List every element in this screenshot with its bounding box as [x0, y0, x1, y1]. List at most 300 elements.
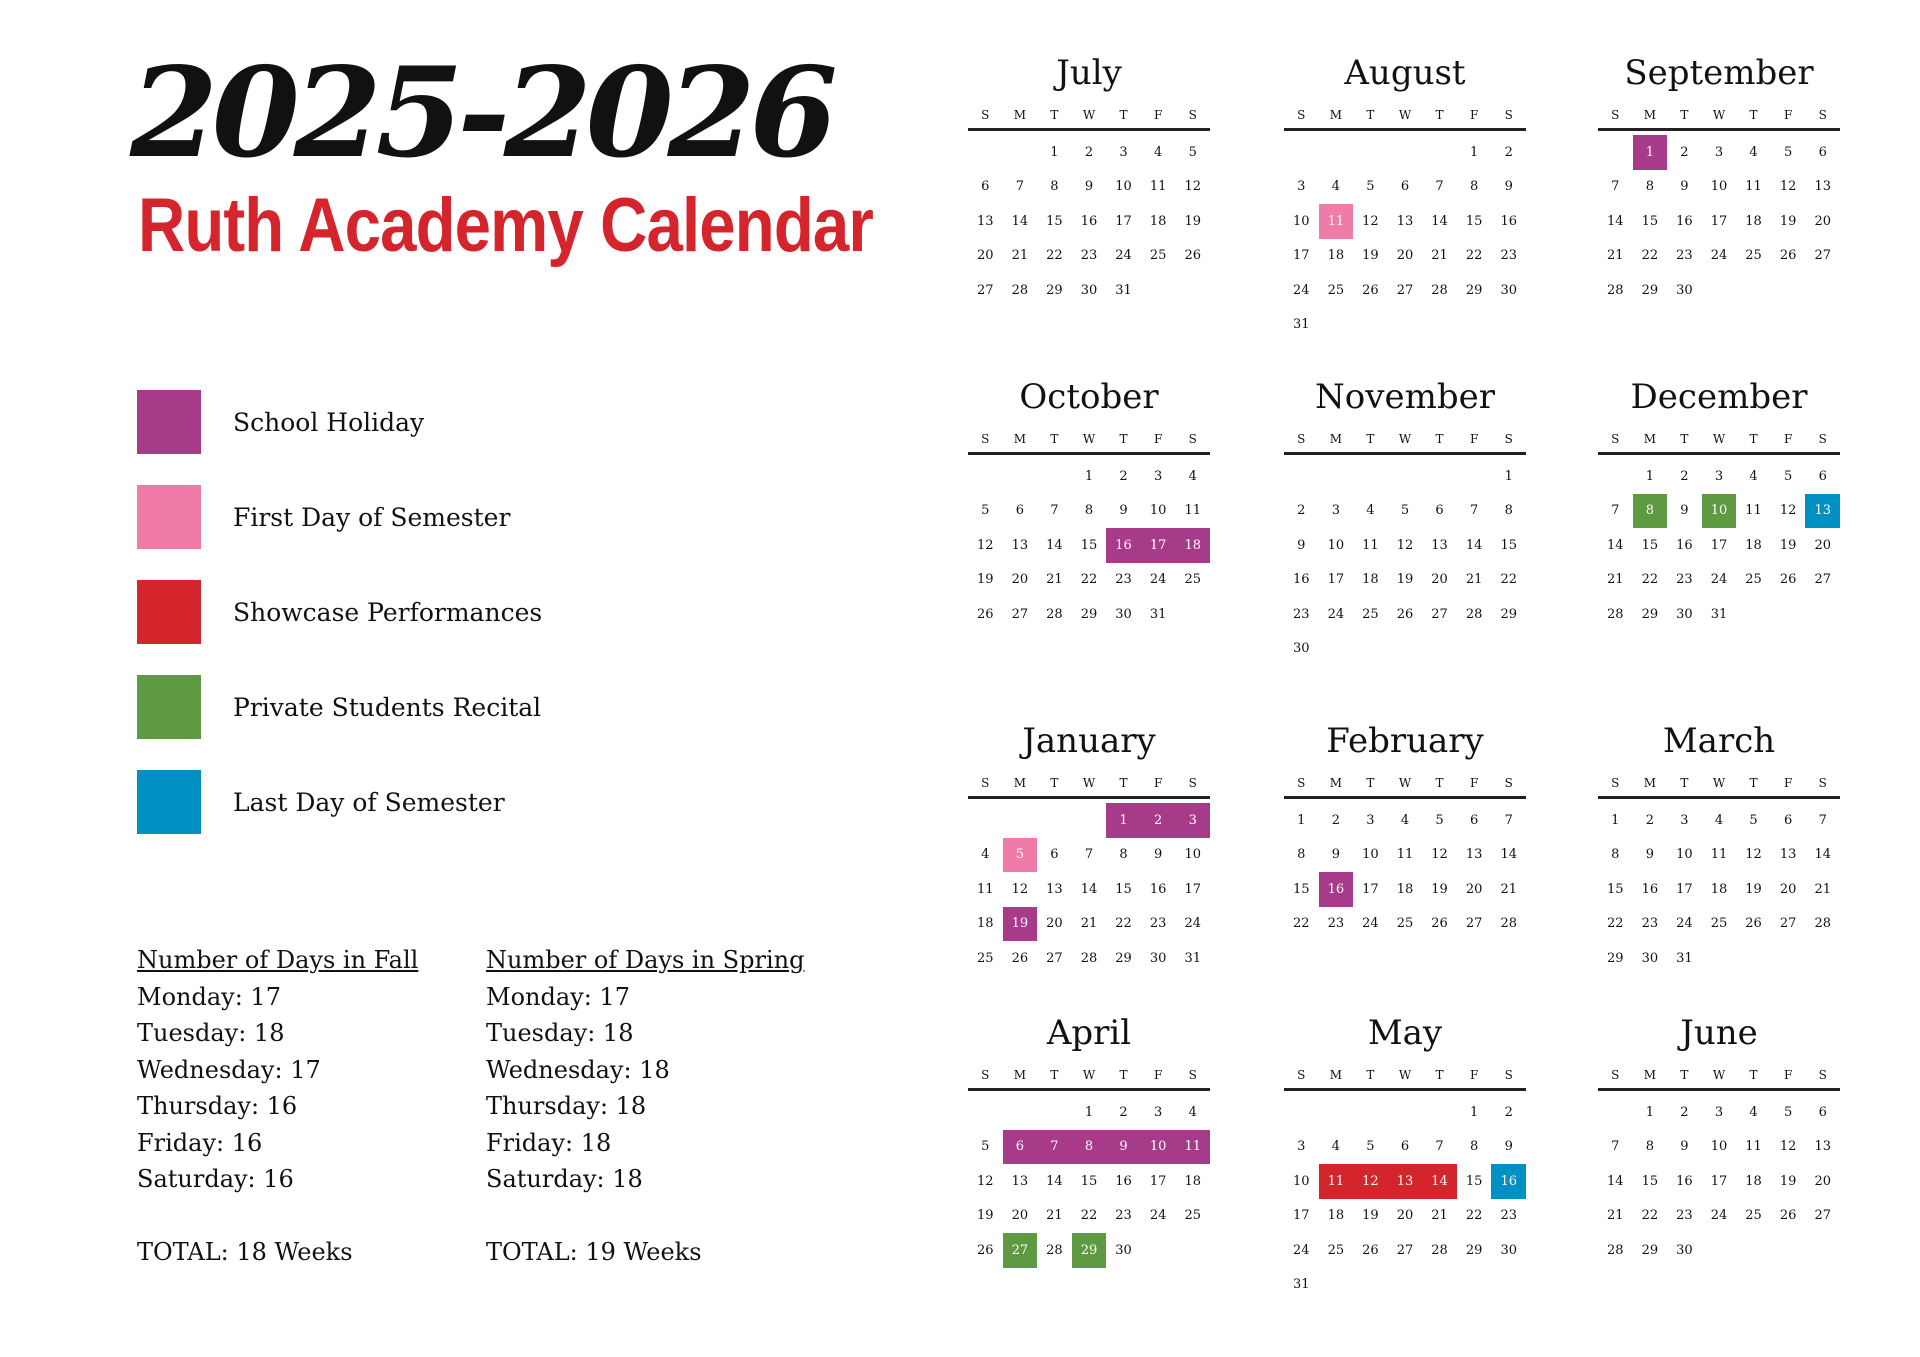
fall-line: Tuesday: 18: [137, 1019, 285, 1047]
day-cell: 29: [1465, 282, 1483, 298]
weekday-label: S: [1611, 776, 1620, 790]
day-cell: 5: [1783, 1104, 1793, 1120]
day-cell: 11: [1184, 503, 1201, 519]
day-cell: 12: [977, 1173, 994, 1189]
day-cell: 25: [1362, 606, 1379, 622]
day-cell: 9: [1680, 503, 1689, 519]
weekday-label: M: [1643, 776, 1656, 790]
day-cell: 7: [1435, 1139, 1444, 1155]
day-cell: 1: [1611, 812, 1620, 828]
day-cell: 5: [981, 1139, 990, 1155]
weekday-label: F: [1153, 432, 1163, 446]
empty-cell: [1422, 459, 1457, 494]
day-cell: 17: [1115, 213, 1132, 229]
weekday-label: S: [981, 432, 990, 446]
day-cell: 10: [1710, 179, 1728, 195]
day-cell: 21: [1814, 881, 1831, 897]
day-cell: 23: [1641, 916, 1659, 932]
day-cell: 27: [1779, 916, 1797, 932]
weekday-header: [1284, 108, 1526, 131]
weekday-label: S: [1188, 776, 1197, 790]
weekday-label: S: [1818, 1068, 1827, 1082]
day-cell: 7: [1611, 1139, 1620, 1155]
day-cell: 16: [1500, 213, 1517, 229]
empty-cell: [1598, 459, 1633, 494]
day-cell: 13: [1011, 1173, 1029, 1189]
weekday-label: S: [1611, 108, 1620, 122]
day-cell: 4: [981, 847, 990, 863]
empty-cell: [1422, 135, 1457, 170]
day-cell: 11: [1745, 1139, 1762, 1155]
day-cell: 2: [1645, 812, 1654, 828]
weekday-label: T: [1050, 1068, 1059, 1082]
weekday-label: W: [1082, 108, 1096, 122]
day-cell: 7: [1818, 812, 1827, 828]
day-cell: 31: [1710, 606, 1728, 622]
day-cell: 24: [1362, 916, 1379, 932]
day-cell: 9: [1504, 179, 1513, 195]
day-cell: 14: [1607, 1173, 1624, 1189]
day-cell: 19: [1779, 1173, 1797, 1189]
day-cell: 26: [1779, 1208, 1797, 1224]
day-cell: 24: [1710, 1208, 1728, 1224]
day-cell: 3: [1119, 144, 1128, 160]
day-cell: 17: [1362, 881, 1379, 897]
spring-line: Monday: 17: [486, 982, 630, 1011]
day-cell: 4: [1331, 1139, 1340, 1155]
day-cell-holiday: 9: [1106, 1130, 1141, 1165]
day-cell: 14: [1500, 847, 1517, 863]
day-grid: [1598, 459, 1840, 632]
day-cell: 2: [1504, 144, 1513, 160]
spring-line: Saturday: 18: [486, 1165, 643, 1193]
day-grid: [968, 803, 1210, 976]
weekday-label: F: [1783, 432, 1793, 446]
day-cell: 22: [1293, 916, 1310, 932]
day-cell: 24: [1710, 572, 1728, 588]
weekday-label: W: [1712, 776, 1726, 790]
day-cell: 28: [1046, 1242, 1063, 1258]
day-cell: 7: [1611, 503, 1620, 519]
legend-swatch: [137, 485, 201, 549]
day-cell: 20: [1011, 572, 1029, 588]
day-cell: 17: [1327, 572, 1345, 588]
day-cell: 7: [1084, 847, 1094, 863]
day-cell: 19: [1779, 213, 1797, 229]
weekday-label: W: [1398, 1068, 1412, 1082]
day-cell: 14: [1046, 1173, 1063, 1189]
weekday-label: S: [1504, 432, 1513, 446]
day-cell: 9: [1153, 847, 1163, 863]
weekday-label: S: [1297, 1068, 1306, 1082]
weekday-label: F: [1153, 108, 1163, 122]
day-cell: 27: [1465, 916, 1483, 932]
weekday-label: T: [1435, 1068, 1444, 1082]
day-cell: 26: [977, 1242, 994, 1258]
day-cell: 15: [1641, 213, 1659, 229]
day-cell: 8: [1469, 1139, 1479, 1155]
day-cell: 6: [1818, 144, 1827, 160]
day-cell: 18: [1327, 1208, 1345, 1224]
weekday-label: F: [1783, 776, 1793, 790]
day-cell: 28: [1814, 916, 1831, 932]
weekday-label: T: [1366, 108, 1375, 122]
day-cell: 6: [1435, 503, 1444, 519]
day-cell: 20: [1396, 248, 1414, 264]
day-cell: 18: [1327, 248, 1345, 264]
empty-cell: [1037, 1095, 1072, 1130]
weekday-label: W: [1712, 432, 1726, 446]
day-grid: [1284, 459, 1526, 666]
month-october: [968, 372, 1210, 632]
month-april: [968, 1008, 1210, 1268]
day-cell-holiday: 16: [1319, 872, 1354, 907]
weekday-label: M: [1013, 108, 1026, 122]
legend-swatch: [137, 580, 201, 644]
day-cell: 12: [1779, 1139, 1797, 1155]
day-cell: 3: [1297, 1139, 1306, 1155]
day-cell: 10: [1115, 179, 1132, 195]
day-cell: 27: [1814, 572, 1831, 588]
day-cell: 13: [1779, 847, 1797, 863]
weekday-label: S: [1504, 776, 1513, 790]
day-cell: 22: [1046, 248, 1063, 264]
day-cell: 5: [1749, 812, 1758, 828]
legend-swatch: [137, 770, 201, 834]
day-cell: 15: [1641, 537, 1659, 553]
weekday-label: S: [981, 776, 990, 790]
day-cell: 9: [1504, 1139, 1513, 1155]
day-cell: 24: [1149, 572, 1167, 588]
empty-cell: [1072, 803, 1107, 838]
day-cell: 18: [1745, 1173, 1762, 1189]
day-cell: 13: [1465, 847, 1483, 863]
weekday-label: F: [1469, 1068, 1479, 1082]
day-cell: 5: [1783, 468, 1793, 484]
weekday-label: W: [1398, 432, 1412, 446]
weekday-label: T: [1749, 432, 1758, 446]
day-cell: 4: [1749, 1104, 1758, 1120]
day-cell: 19: [1779, 537, 1797, 553]
empty-cell: [1319, 459, 1354, 494]
weekday-label: W: [1082, 1068, 1096, 1082]
fall-line: Wednesday: 17: [137, 1055, 321, 1084]
day-cell: 16: [1676, 1173, 1693, 1189]
day-cell: 3: [1366, 812, 1375, 828]
day-cell-last: 13: [1805, 494, 1840, 529]
weekday-label: F: [1153, 776, 1163, 790]
day-cell: 12: [977, 537, 994, 553]
day-cell: 16: [1080, 213, 1098, 229]
day-cell: 14: [1465, 537, 1483, 553]
day-cell: 14: [1046, 537, 1063, 553]
spring-stats: [486, 942, 804, 1270]
month-may: [1284, 1008, 1526, 1302]
spring-line: Wednesday: 18: [486, 1055, 670, 1084]
day-cell: 14: [1607, 537, 1624, 553]
weekday-label: F: [1469, 776, 1479, 790]
day-cell: 21: [1080, 916, 1098, 932]
weekday-header: [968, 1068, 1210, 1091]
empty-cell: [1598, 1095, 1633, 1130]
day-cell: 10: [1362, 847, 1379, 863]
day-cell: 31: [1676, 950, 1693, 966]
weekday-label: F: [1783, 1068, 1793, 1082]
weekday-label: T: [1435, 432, 1444, 446]
day-cell: 20: [1046, 916, 1063, 932]
day-cell: 30: [1500, 282, 1517, 298]
weekday-label: W: [1082, 432, 1096, 446]
legend: [137, 390, 542, 865]
weekday-label: T: [1680, 108, 1689, 122]
day-cell: 7: [1504, 812, 1513, 828]
day-cell: 16: [1293, 572, 1310, 588]
day-cell: 4: [1366, 503, 1375, 519]
month-february: [1284, 716, 1526, 941]
day-cell-recital: 8: [1633, 494, 1668, 529]
day-cell: 12: [1745, 847, 1762, 863]
day-cell: 11: [1149, 179, 1167, 195]
weekday-label: T: [1050, 776, 1059, 790]
empty-cell: [1422, 1095, 1457, 1130]
day-cell: 13: [1814, 1139, 1831, 1155]
month-september: [1598, 48, 1840, 308]
day-cell: 26: [1396, 606, 1414, 622]
day-cell: 3: [1153, 1104, 1163, 1120]
day-cell: 24: [1676, 916, 1693, 932]
day-cell: 17: [1293, 1208, 1310, 1224]
month-name: March: [1662, 721, 1776, 761]
day-cell: 21: [1607, 1208, 1624, 1224]
day-cell: 30: [1676, 606, 1693, 622]
calendar-years-title: 2025-2026: [130, 41, 832, 186]
day-cell: 23: [1327, 916, 1345, 932]
day-cell: 4: [1749, 144, 1758, 160]
weekday-header: [1284, 1068, 1526, 1091]
day-cell-holiday: 1: [1106, 803, 1141, 838]
empty-cell: [1388, 135, 1423, 170]
month-name: February: [1326, 721, 1484, 761]
day-cell: 29: [1046, 282, 1063, 298]
day-cell: 6: [981, 179, 990, 195]
day-cell: 14: [1011, 213, 1029, 229]
day-cell: 1: [1469, 144, 1479, 160]
day-cell: 23: [1080, 248, 1098, 264]
day-cell: 19: [1362, 248, 1379, 264]
day-cell: 17: [1710, 1173, 1728, 1189]
day-cell: 6: [1783, 812, 1793, 828]
day-cell: 28: [1431, 282, 1448, 298]
day-cell: 25: [1149, 248, 1167, 264]
weekday-label: T: [1680, 432, 1689, 446]
day-cell: 17: [1293, 248, 1310, 264]
day-cell: 24: [1149, 1208, 1167, 1224]
day-cell: 23: [1676, 248, 1693, 264]
day-cell: 31: [1293, 1277, 1310, 1293]
day-cell: 31: [1115, 282, 1132, 298]
month-december: [1598, 372, 1840, 632]
day-cell: 14: [1431, 213, 1448, 229]
day-cell: 2: [1331, 812, 1340, 828]
weekday-label: S: [1188, 432, 1197, 446]
day-cell: 1: [1084, 468, 1094, 484]
day-cell: 25: [1396, 916, 1414, 932]
day-cell: 26: [1011, 950, 1029, 966]
day-cell: 13: [1396, 213, 1414, 229]
calendar-subtitle: Ruth Academy Calendar: [138, 183, 873, 268]
day-cell: 2: [1680, 468, 1689, 484]
empty-cell: [1353, 1095, 1388, 1130]
day-cell: 19: [1184, 213, 1201, 229]
weekday-label: T: [1749, 108, 1758, 122]
day-cell: 3: [1153, 468, 1163, 484]
weekday-label: T: [1119, 108, 1128, 122]
legend-item-first-day: [137, 485, 542, 549]
day-cell: 18: [1362, 572, 1379, 588]
month-name: November: [1315, 377, 1495, 417]
day-cell: 10: [1149, 503, 1167, 519]
spring-line: Friday: 18: [486, 1128, 612, 1157]
legend-item-last-day: [137, 770, 542, 834]
day-cell: 8: [1504, 503, 1513, 519]
day-cell: 9: [1331, 847, 1340, 863]
weekday-label: T: [1119, 432, 1128, 446]
day-cell-holiday: 16: [1106, 528, 1141, 563]
day-cell: 9: [1084, 179, 1094, 195]
day-cell: 26: [1431, 916, 1448, 932]
day-cell: 31: [1149, 606, 1167, 622]
legend-item-school-holiday: [137, 390, 542, 454]
weekday-label: S: [1818, 776, 1827, 790]
weekday-label: S: [1611, 432, 1620, 446]
day-cell: 4: [1714, 812, 1724, 828]
day-cell: 22: [1465, 248, 1483, 264]
day-cell: 19: [1362, 1208, 1379, 1224]
day-cell: 12: [1396, 537, 1414, 553]
day-cell: 8: [1611, 847, 1620, 863]
empty-cell: [1284, 1095, 1319, 1130]
day-grid: [1598, 1095, 1840, 1268]
day-cell: 28: [1500, 916, 1517, 932]
weekday-header: [1284, 432, 1526, 455]
day-cell: 26: [1779, 572, 1797, 588]
day-cell: 18: [1710, 881, 1728, 897]
day-cell: 22: [1500, 572, 1517, 588]
day-cell: 26: [1362, 282, 1379, 298]
day-cell: 21: [1607, 572, 1624, 588]
day-cell: 28: [1607, 1242, 1624, 1258]
day-cell: 23: [1676, 1208, 1693, 1224]
weekday-label: W: [1082, 776, 1096, 790]
weekday-label: T: [1749, 776, 1758, 790]
day-cell: 6: [1050, 847, 1059, 863]
empty-cell: [1003, 459, 1038, 494]
day-cell: 10: [1293, 213, 1310, 229]
day-cell: 30: [1080, 282, 1098, 298]
month-june: [1598, 1008, 1840, 1268]
day-cell: 1: [1504, 468, 1513, 484]
day-cell-holiday: 11: [1175, 1130, 1210, 1165]
day-cell: 6: [1400, 1139, 1410, 1155]
day-grid: [968, 135, 1210, 308]
day-cell: 27: [1814, 248, 1831, 264]
day-cell: 8: [1084, 503, 1094, 519]
day-cell: 12: [1184, 179, 1201, 195]
day-cell-first: 5: [1003, 838, 1038, 873]
day-cell: 25: [1745, 572, 1762, 588]
month-name: April: [1046, 1013, 1132, 1053]
day-cell: 28: [1046, 606, 1063, 622]
day-cell: 27: [1431, 606, 1448, 622]
fall-line: Friday: 16: [137, 1128, 263, 1157]
day-cell: 31: [1293, 317, 1310, 333]
weekday-label: T: [1119, 776, 1128, 790]
day-cell: 5: [1366, 179, 1375, 195]
day-cell: 10: [1710, 1139, 1728, 1155]
day-cell: 28: [1465, 606, 1483, 622]
day-cell: 30: [1115, 606, 1132, 622]
day-cell-first: 11: [1319, 204, 1354, 239]
day-cell: 20: [1779, 881, 1797, 897]
day-cell: 26: [1362, 1242, 1379, 1258]
day-cell: 23: [1149, 916, 1167, 932]
day-cell: 27: [1396, 282, 1414, 298]
day-cell: 2: [1504, 1104, 1513, 1120]
weekday-label: T: [1680, 776, 1689, 790]
day-cell: 18: [1396, 881, 1414, 897]
day-cell: 27: [1011, 606, 1029, 622]
day-grid: [1284, 803, 1526, 941]
day-cell: 17: [1710, 213, 1728, 229]
day-cell: 4: [1749, 468, 1758, 484]
day-cell: 23: [1500, 248, 1517, 264]
legend-label: Showcase Performances: [233, 597, 543, 627]
weekday-label: T: [1435, 776, 1444, 790]
day-cell-recital: 27: [1003, 1233, 1038, 1268]
day-cell: 17: [1184, 881, 1201, 897]
weekday-header: [1284, 776, 1526, 799]
day-cell: 8: [1050, 179, 1059, 195]
day-cell: 1: [1469, 1104, 1479, 1120]
day-cell: 9: [1680, 1139, 1689, 1155]
day-cell-holiday: 19: [1003, 907, 1038, 942]
legend-label: School Holiday: [233, 407, 425, 437]
day-cell: 1: [1645, 468, 1654, 484]
day-cell: 10: [1293, 1173, 1310, 1189]
weekday-label: S: [1188, 1068, 1197, 1082]
day-cell: 11: [1745, 503, 1762, 519]
day-cell: 20: [1465, 881, 1483, 897]
day-cell: 17: [1149, 1173, 1167, 1189]
day-cell: 30: [1149, 950, 1167, 966]
empty-cell: [1388, 459, 1423, 494]
weekday-label: S: [1297, 108, 1306, 122]
day-cell: 9: [1119, 503, 1128, 519]
day-cell: 7: [1469, 503, 1479, 519]
weekday-label: S: [1297, 432, 1306, 446]
day-cell: 24: [1327, 606, 1345, 622]
day-cell: 4: [1188, 1104, 1197, 1120]
weekday-label: F: [1153, 1068, 1163, 1082]
day-cell-recital: 10: [1702, 494, 1737, 529]
day-cell: 14: [1607, 213, 1624, 229]
weekday-header: [1598, 432, 1840, 455]
weekday-label: T: [1119, 1068, 1128, 1082]
day-cell: 23: [1115, 1208, 1132, 1224]
day-cell: 3: [1714, 144, 1724, 160]
empty-cell: [1388, 1095, 1423, 1130]
day-cell: 16: [1115, 1173, 1132, 1189]
